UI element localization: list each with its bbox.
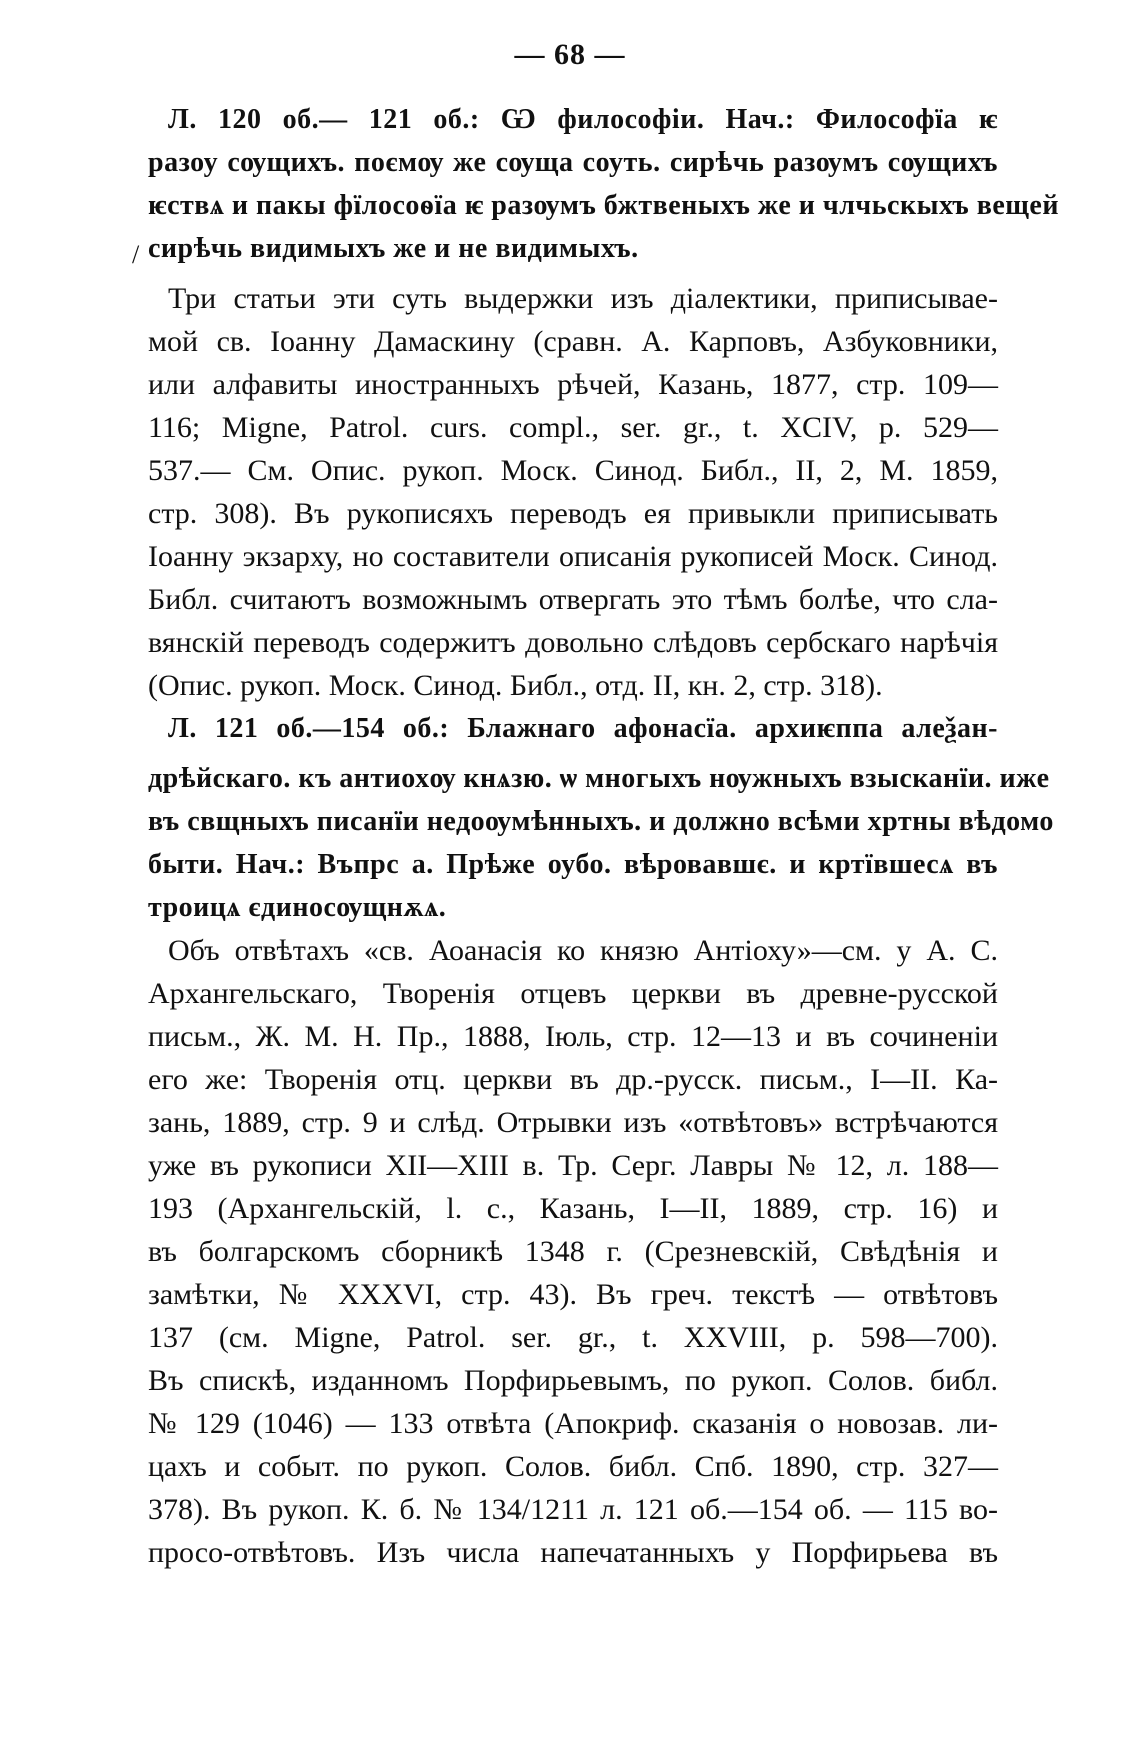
- text-line: или алфавиты иностранныхъ рѣчей, Казань, 1877, стр. 109—: [148, 368, 998, 401]
- text-line: стр. 308). Въ рукописяхъ переводъ ея привыкли приписывать: [148, 497, 998, 530]
- margin-pencil-mark: /: [132, 240, 140, 269]
- text-line: № 129 (1046) — 133 отвѣта (Апокриф. сказанія о новозав. ли-: [148, 1407, 998, 1440]
- text-line: Л. 120 об.— 121 об.: Ѡ философіи. Нач.: Философїа ѥ: [168, 104, 998, 135]
- text-line: вянскій переводъ содержитъ довольно слѣдовъ сербскаго нарѣчія: [148, 626, 998, 659]
- text-line: письм., Ж. М. Н. Пр., 1888, Іюль, стр. 12—13 и въ сочиненіи: [148, 1020, 998, 1053]
- text-line: 378). Въ рукоп. К. б. № 134/1211 л. 121 об.—154 об. — 115 во-: [148, 1493, 998, 1526]
- text-line: Іоанну экзарху, но составители описанія рукописей Моск. Синод.: [148, 540, 998, 573]
- text-line: Объ отвѣтахъ «св. Аоанасія ко князю Антіоху»—см. у А. С.: [168, 934, 998, 967]
- text-line: дрѣйскаго. къ антиохѹ кнѧзю. ѡ многыхъ нѹжныхъ взысканїи. иже: [148, 763, 1050, 794]
- text-line: зань, 1889, стр. 9 и слѣд. Отрывки изъ «отвѣтовъ» встрѣчаются: [148, 1106, 998, 1139]
- text-line: сирѣчь видимыхъ же и не видимыхъ.: [148, 233, 639, 264]
- text-line: 137 (см. Migne, Patrol. ser. gr., t. XXVIII, p. 598—700).: [148, 1321, 998, 1354]
- text-line: въ свщныхъ писанїи недоѹмѣнныхъ. и должно всѣми хртны вѣдомо: [148, 806, 1054, 837]
- text-line: въ болгарскомъ сборникѣ 1348 г. (Срезневскій, Свѣдѣнія и: [148, 1235, 998, 1268]
- text-line: Въ спискѣ, изданномъ Порфирьевымъ, по рукоп. Солов. библ.: [148, 1364, 998, 1397]
- text-line: разоу сѹщихъ. поємѹ же сѹща соуть. сирѣчь разѹмъ сѹщихъ: [148, 147, 998, 178]
- text-line: замѣтки, № XXXVI, стр. 43). Въ греч. текстѣ — отвѣтовъ: [148, 1278, 998, 1311]
- text-line: 116; Migne, Patrol. curs. compl., ser. gr., t. XCIV, p. 529—: [148, 411, 998, 444]
- text-line: уже въ рукописи XII—XIII в. Тр. Серг. Лавры № 12, л. 188—: [148, 1149, 998, 1182]
- page-number: — 68 —: [514, 38, 626, 71]
- text-line: троицѧ єдиносѹщнѫѧ.: [148, 892, 447, 923]
- text-line: 193 (Архангельскій, l. c., Казань, I—II, 1889, стр. 16) и: [148, 1192, 998, 1225]
- text-line: ѥствѧ и пакы фїлосоѳїа ѥ разѹмъ бжтвеныхъ же и члчьскыхъ вещей: [148, 190, 1059, 221]
- text-line: быти. Нач.: Въпрс а. Прѣже оубо. вѣровавшє. и кртївшесѧ въ: [148, 849, 998, 880]
- text-line: Л. 121 об.—154 об.: Блажнаго афонасїа. архиѥппа алеѯан-: [168, 713, 998, 744]
- text-line: (Опис. рукоп. Моск. Синод. Библ., отд. II, кн. 2, стр. 318).: [148, 669, 883, 702]
- text-line: Три статьи эти суть выдержки изъ діалектики, приписывае-: [168, 282, 998, 315]
- text-line: его же: Творенія отц. церкви въ др.-русск. письм., I—II. Ка-: [148, 1063, 998, 1096]
- text-line: Архангельскаго, Творенія отцевъ церкви въ древне-русской: [148, 977, 998, 1010]
- text-line: просо-отвѣтовъ. Изъ числа напечатанныхъ у Порфирьева въ: [148, 1536, 998, 1569]
- text-line: мой св. Іоанну Дамаскину (сравн. А. Карповъ, Азбуковники,: [148, 325, 998, 358]
- text-line: Библ. считаютъ возможнымъ отвергать это тѣмъ болѣе, что сла-: [148, 583, 998, 616]
- text-line: 537.— См. Опис. рукоп. Моск. Синод. Библ., II, 2, М. 1859,: [148, 454, 998, 487]
- text-line: цахъ и событ. по рукоп. Солов. библ. Спб. 1890, стр. 327—: [148, 1450, 998, 1483]
